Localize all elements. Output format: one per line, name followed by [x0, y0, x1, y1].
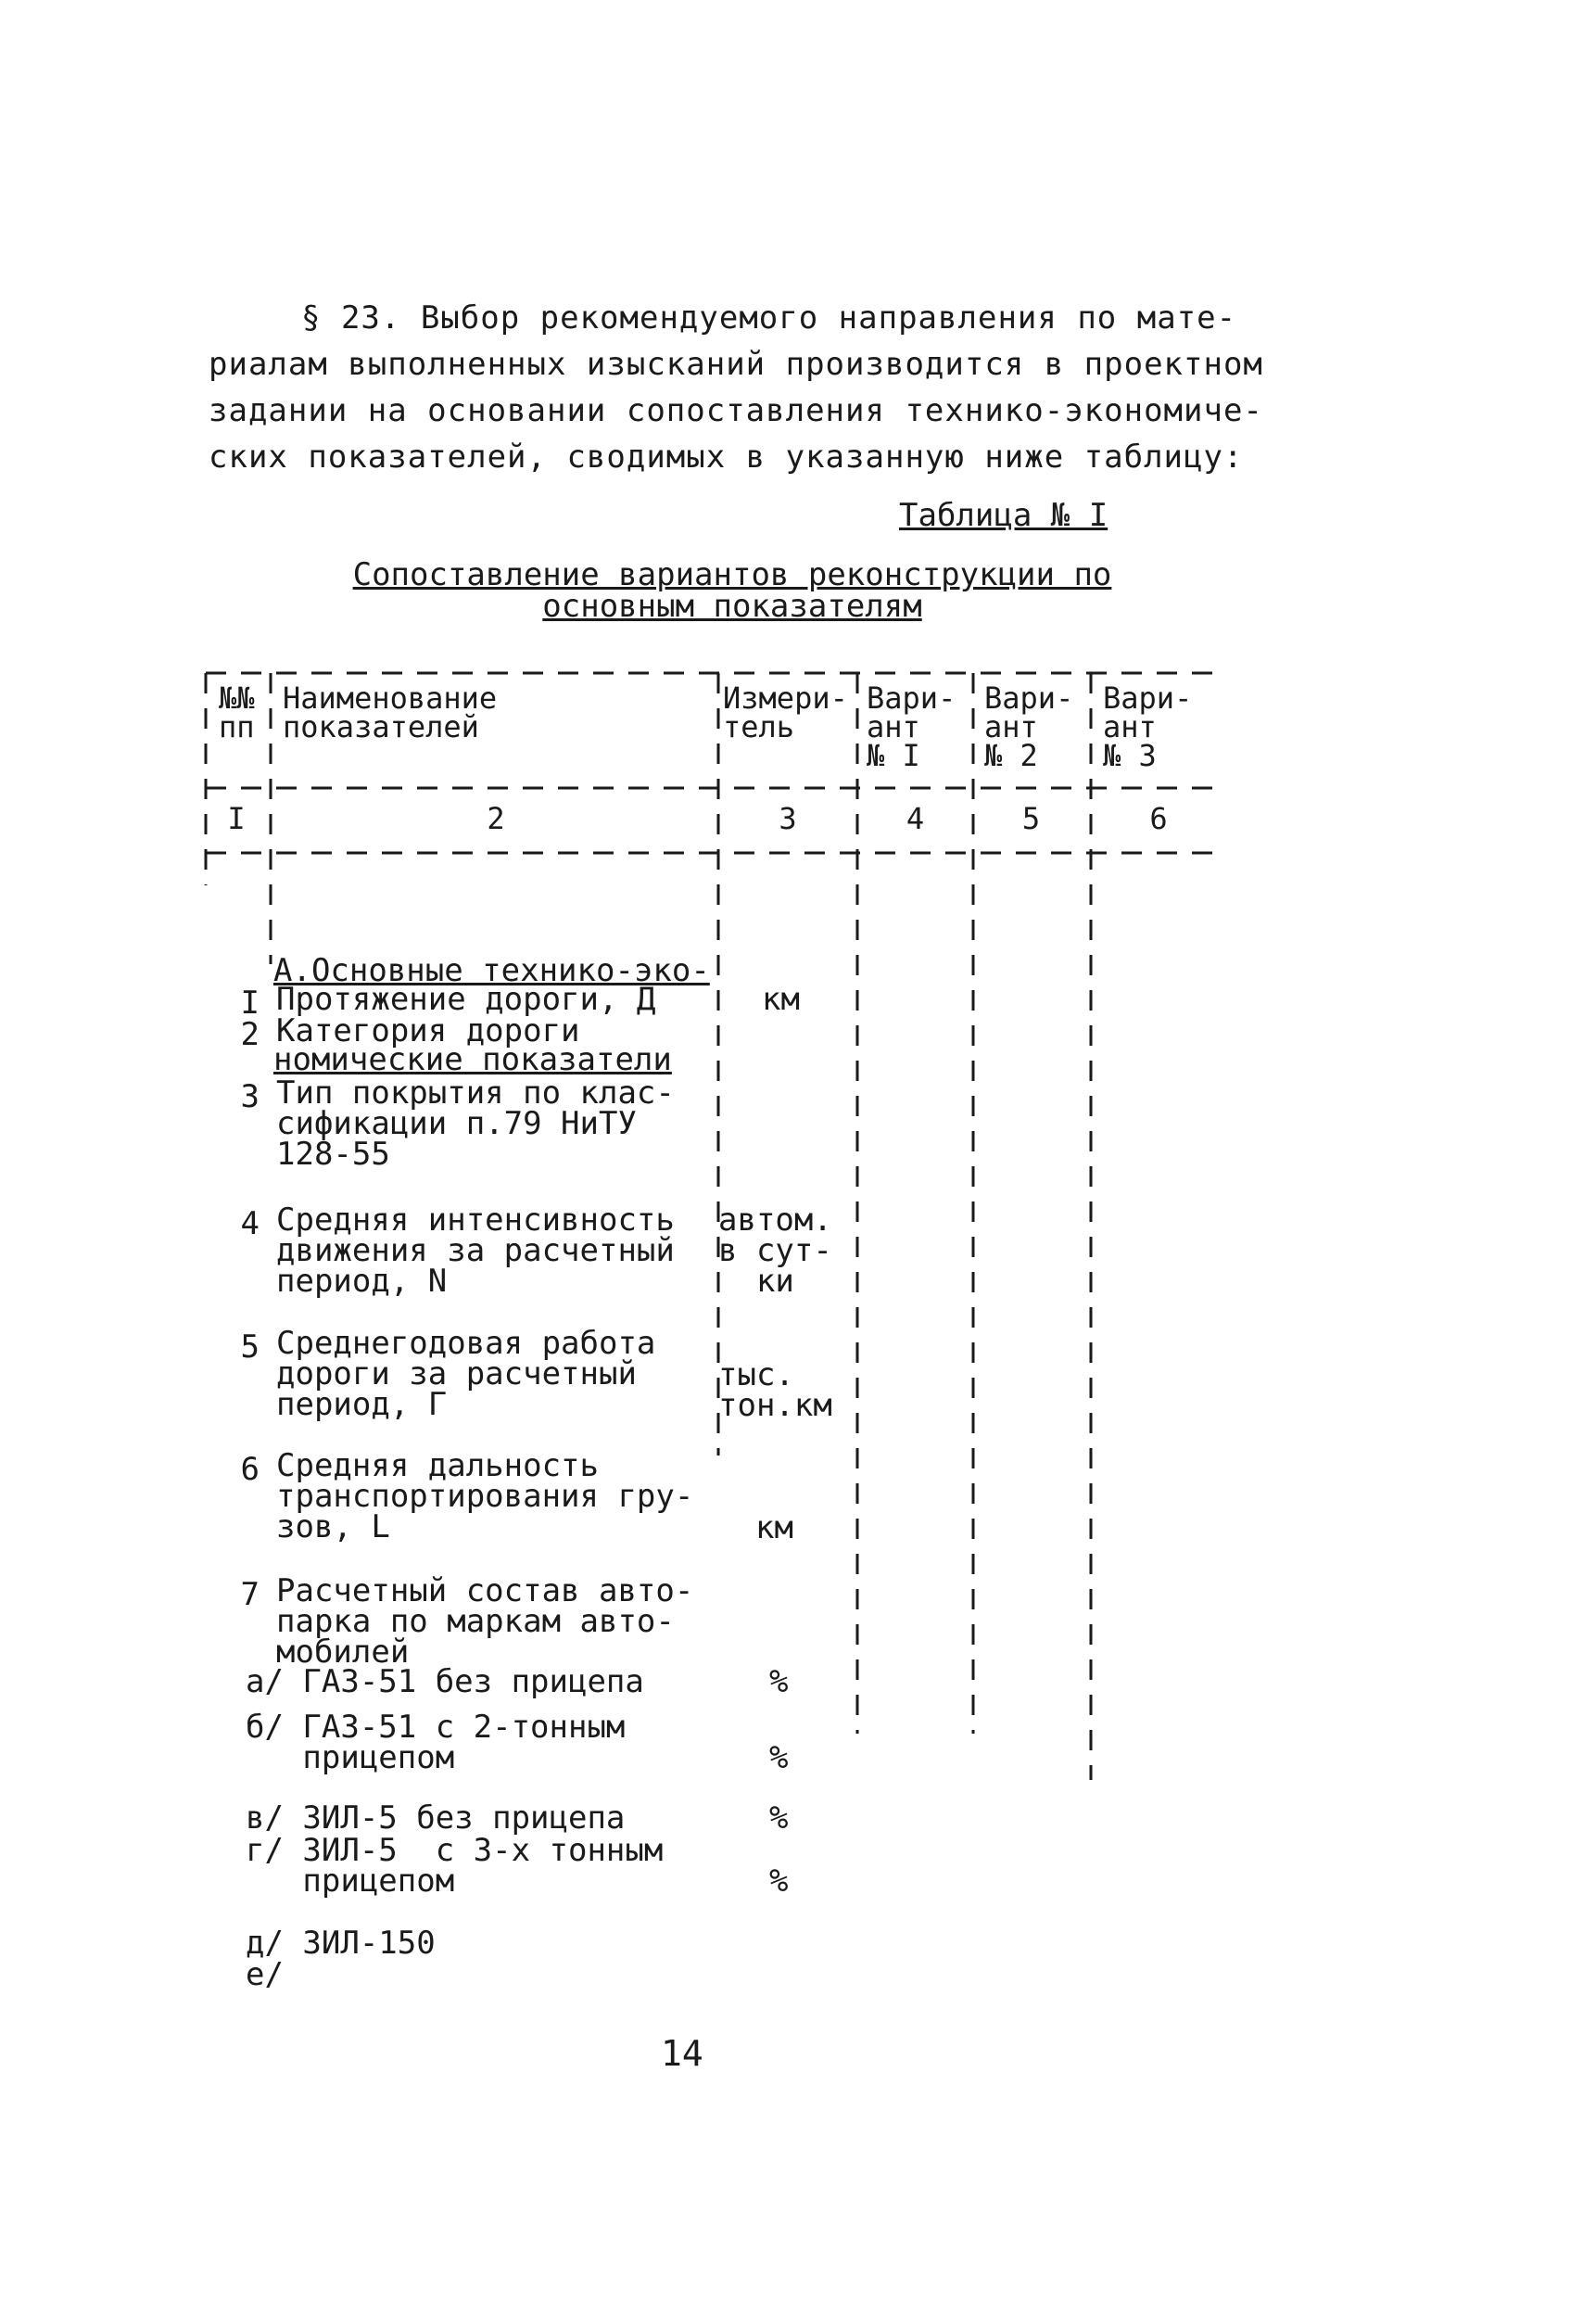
column-number: 4	[906, 801, 925, 836]
table-number-label: Таблица № I	[899, 497, 1108, 534]
row-indicator: Тип покрытия по клас- сификации п.79 НиТУ 128-55	[276, 1074, 675, 1173]
row-number: 2	[240, 1016, 260, 1053]
paragraph-line: задании на основании сопоставления технико-экономиче-	[209, 392, 1263, 429]
header-number: №№ пп	[219, 680, 255, 744]
row-unit: км	[762, 981, 800, 1018]
subrow-label: б/ ГАЗ-51 с 2-тонным прицепом	[246, 1709, 626, 1776]
header-unit: Измери- тель	[723, 680, 848, 744]
row-unit: тыс. тон.км	[718, 1356, 832, 1424]
row-indicator: Категория дороги	[276, 1012, 580, 1049]
caption-line: Сопоставление вариантов реконструкции по	[352, 556, 1112, 593]
row-number: I	[240, 985, 260, 1022]
header-variant-1: Вари- ант № I	[867, 680, 956, 773]
subrow-label: д/ ЗИЛ-150	[246, 1925, 436, 1962]
column-number: 3	[779, 801, 797, 836]
section-heading-line: А.Основные технико-эко-	[273, 952, 710, 989]
page-number: 14	[661, 2033, 703, 2074]
row-number: 5	[240, 1328, 260, 1366]
subrow-unit: %	[769, 1739, 789, 1776]
column-number: 2	[487, 801, 505, 836]
column-number: I	[227, 801, 246, 836]
row-unit: автом. в сут- ки	[718, 1201, 832, 1300]
caption-line: основным показателям	[542, 588, 922, 625]
row-number: 4	[240, 1205, 260, 1242]
subrow-unit: %	[769, 1663, 789, 1700]
header-variant-3: Вари- ант № 3	[1103, 680, 1193, 773]
row-indicator: Протяжение дороги, Д	[276, 981, 656, 1018]
subrow-label: г/ ЗИЛ-5 с 3-х тонным прицепом	[246, 1832, 664, 1900]
subrow-label: а/ ГАЗ-51 без прицепа	[246, 1663, 644, 1700]
row-indicator: Среднегодовая работа дороги за расчетный период, Г	[276, 1325, 656, 1423]
row-unit: км	[755, 1509, 793, 1546]
row-indicator: Расчетный состав авто- парка по маркам авто- мобилей	[276, 1572, 694, 1671]
subrow-label: е/	[246, 1956, 284, 1993]
subrow-label: в/ ЗИЛ-5 без прицепа	[246, 1799, 626, 1837]
paragraph-line: риалам выполненных изысканий производится в проектном	[209, 346, 1263, 383]
column-number: 6	[1149, 801, 1168, 836]
row-indicator: Средняя дальность транспортирования гру- зов, L	[276, 1447, 694, 1545]
header-name: Наименование показателей	[283, 680, 498, 744]
subrow-unit: %	[769, 1799, 789, 1837]
row-number: 7	[240, 1576, 260, 1613]
subrow-unit: %	[769, 1862, 789, 1900]
paragraph-line: ских показателей, сводимых в указанную ниже таблицу:	[209, 439, 1244, 476]
section-heading-line: номические показатели	[273, 1041, 672, 1078]
row-number: 6	[240, 1451, 260, 1488]
row-number: 3	[240, 1078, 260, 1115]
column-number: 5	[1021, 801, 1041, 836]
header-variant-2: Вари- ант № 2	[984, 680, 1074, 773]
paragraph-line: § 23. Выбор рекомендуемого направления по мате-	[301, 299, 1237, 337]
row-indicator: Средняя интенсивность движения за расчетный период, N	[276, 1201, 675, 1300]
